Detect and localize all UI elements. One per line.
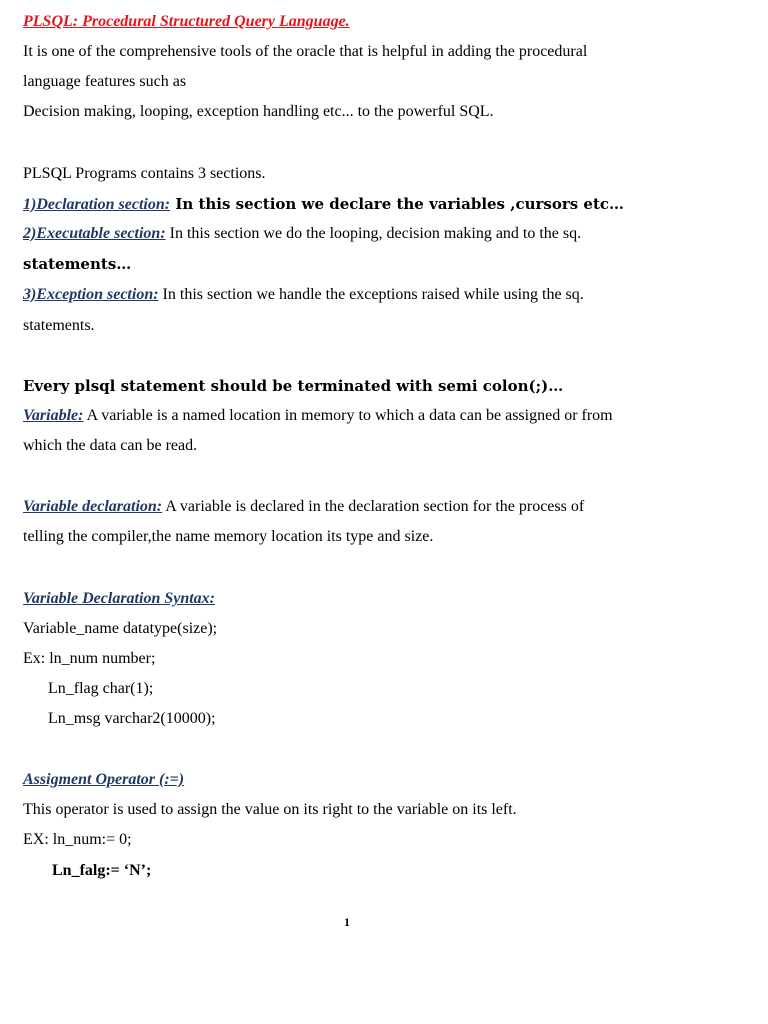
intro-line-1: It is one of the comprehensive tools of the oracle that is helpful in adding the procedural — [23, 43, 588, 60]
syntax-heading: Variable Declaration Syntax: — [23, 590, 216, 607]
intro-line-2: language features such as — [23, 73, 187, 90]
assignment-example-1: EX: ln_num:= 0; — [23, 831, 132, 848]
declaration-section-text: In this section we declare the variables ,cursors etc… — [170, 195, 625, 213]
variable-text: A variable is a named location in memory to which a data can be assigned or from — [83, 407, 613, 424]
assignment-description: This operator is used to assign the value on its right to the variable on its left. — [23, 801, 517, 818]
variable-declaration-continuation: telling the compiler,the name memory location its type and size. — [23, 528, 434, 545]
exception-section-text: In this section we handle the exceptions raised while using the sq. — [158, 286, 584, 303]
assignment-heading: Assigment Operator (:=) — [23, 771, 185, 788]
sections-intro: PLSQL Programs contains 3 sections. — [23, 165, 266, 182]
exception-section-paragraph — [23, 285, 584, 305]
intro-line-3: Decision making, looping, exception handling etc... to the powerful SQL. — [23, 103, 494, 120]
syntax-example-line: Ln_flag char(1); — [48, 680, 154, 697]
declaration-section-heading: 1)Declaration section: — [23, 196, 171, 213]
variable-paragraph — [23, 406, 613, 426]
executable-section-text: In this section we do the looping, decision making and to the sq. — [165, 225, 582, 242]
syntax-example-line: Ex: ln_num number; — [23, 650, 156, 667]
variable-declaration-paragraph — [23, 497, 584, 517]
executable-section-heading: 2)Executable section: — [23, 225, 166, 242]
executable-section-paragraph — [23, 224, 581, 244]
syntax-line: Variable_name datatype(size); — [23, 620, 218, 637]
executable-section-continuation: statements… — [23, 255, 132, 273]
document-title: PLSQL: Procedural Structured Query Language. — [23, 13, 350, 30]
variable-declaration-text: A variable is declared in the declaration section for the process of — [162, 498, 585, 515]
variable-heading: Variable: — [23, 407, 84, 424]
terminator-note: Every plsql statement should be terminated with semi colon(;)… — [23, 377, 564, 395]
exception-section-continuation: statements. — [23, 317, 95, 334]
exception-section-heading: 3)Exception section: — [23, 286, 159, 303]
variable-declaration-heading: Variable declaration: — [23, 498, 163, 515]
page-number: 1 — [344, 915, 350, 929]
assignment-example-2: Ln_falg:= ‘N’; — [52, 862, 152, 879]
syntax-example-line: Ln_msg varchar2(10000); — [48, 710, 216, 727]
variable-continuation: which the data can be read. — [23, 437, 198, 454]
declaration-section-paragraph — [23, 194, 624, 214]
